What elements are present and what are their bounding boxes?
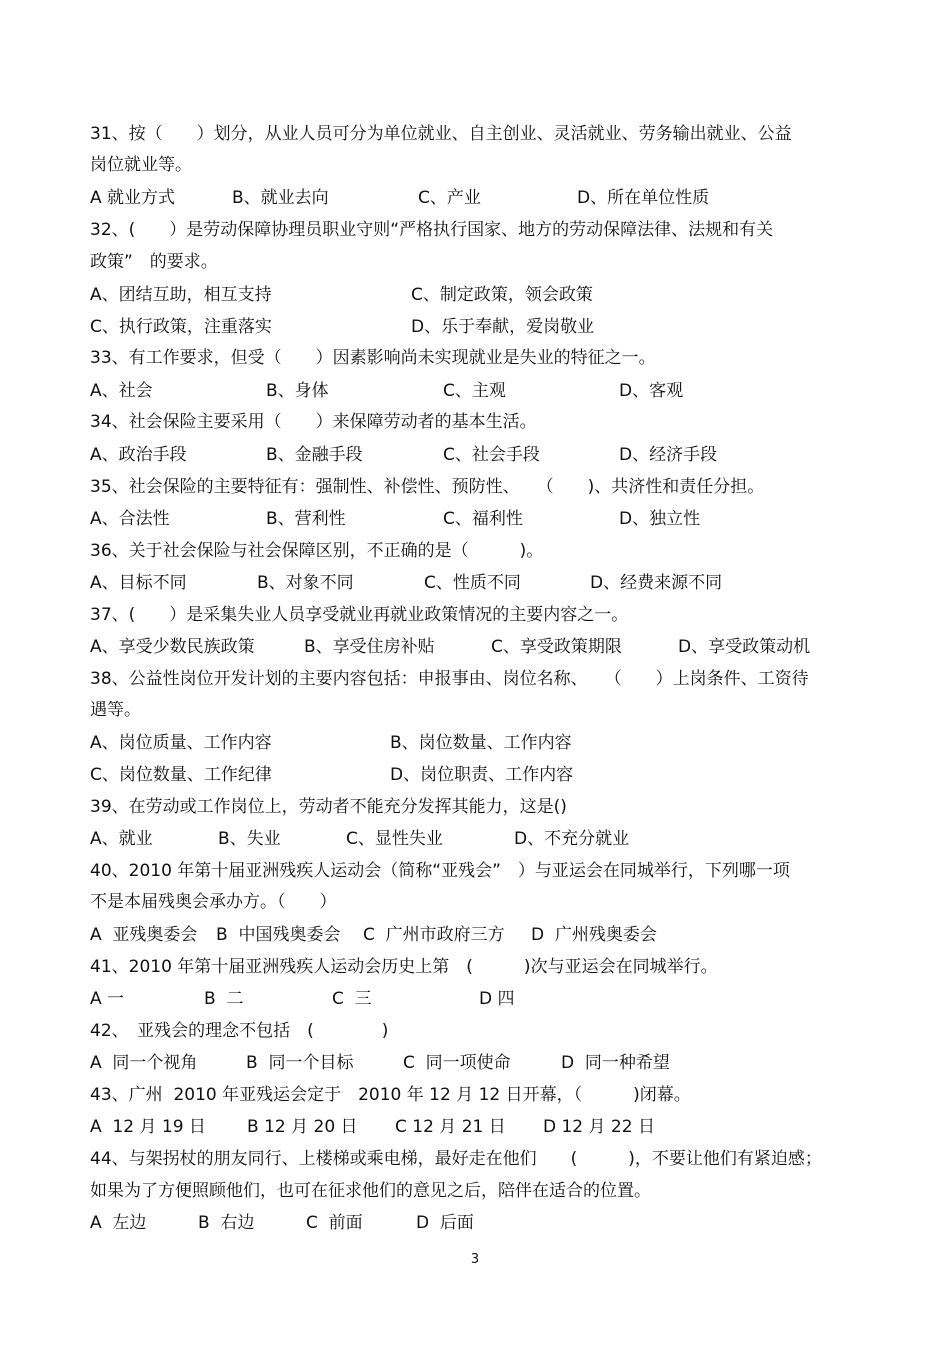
question-34-option-c: C、社会手段 [443, 445, 540, 465]
question-44-option-b: B 右边 [198, 1213, 255, 1233]
question-43-option-d: D 12 月 22 日 [543, 1117, 655, 1137]
question-36-option-d: D、经费来源不同 [590, 573, 723, 593]
question-31-option-b: B、就业去向 [232, 188, 329, 208]
question-35-option-b: B、营利性 [266, 509, 346, 529]
question-34-option-b: B、金融手段 [266, 445, 363, 465]
question-44-line-1: 44、与架拐杖的朋友同行、上楼梯或乘电梯，最好走在他们 ( )，不要让他们有紧迫感； [90, 1149, 822, 1169]
question-42-option-b: B 同一个目标 [246, 1053, 354, 1073]
question-38-line-2: 遇等。 [90, 700, 141, 720]
question-39-line-1: 39、在劳动或工作岗位上，劳动者不能充分发挥其能力，这是() [90, 797, 567, 817]
question-44-line-2: 如果为了方便照顾他们，也可在征求他们的意见之后，陪伴在适合的位置。 [90, 1181, 651, 1201]
question-32-option-c: C、执行政策，注重落实 [90, 317, 272, 337]
question-32-option-d: D、乐于奉献，爱岗敬业 [411, 317, 595, 337]
question-39-option-d: D、不充分就业 [514, 829, 630, 849]
question-40-option-a: A 亚残奥委会 [90, 925, 198, 945]
question-31-option-c: C、产业 [418, 188, 481, 208]
question-43-option-b: B 12 月 20 日 [247, 1117, 358, 1137]
question-37-option-d: D、享受政策动机 [678, 637, 811, 657]
question-32-line-2: 政策” 的要求。 [90, 252, 218, 272]
question-39-option-b: B、失业 [218, 829, 281, 849]
question-43-line-1: 43、广州 2010 年亚残运会定于 2010 年 12 月 12 日开幕，（ )闭幕。 [90, 1085, 691, 1105]
question-35-option-a: A、合法性 [90, 509, 170, 529]
question-41-option-c: C 三 [332, 989, 372, 1009]
question-33-option-c: C、主观 [443, 381, 506, 401]
question-32-option-b: C、制定政策，领会政策 [411, 285, 593, 305]
question-38-option-d: D、岗位职责、工作内容 [390, 765, 574, 785]
question-44-option-c: C 前面 [306, 1213, 363, 1233]
question-37-line-1: 37、( ）是采集失业人员享受就业再就业政策情况的主要内容之一。 [90, 605, 629, 625]
question-41-option-a: A 一 [90, 989, 125, 1009]
question-40-option-d: D 广州残奥委会 [531, 925, 657, 945]
question-36-line-1: 36、关于社会保险与社会保障区别，不正确的是（ )。 [90, 541, 544, 561]
question-41-option-b: B 二 [204, 989, 244, 1009]
question-41-line-1: 41、2010 年第十届亚洲残疾人运动会历史上第 ( )次与亚运会在同城举行。 [90, 957, 718, 977]
question-34-option-d: D、经济手段 [619, 445, 718, 465]
question-37-option-b: B、享受住房补贴 [304, 637, 435, 657]
question-38-line-1: 38、公益性岗位开发计划的主要内容包括：申报事由、岗位名称、 （ ）上岗条件、工资待 [90, 669, 809, 689]
question-40-option-c: C 广州市政府三方 [363, 925, 505, 945]
question-31-option-a: A 就业方式 [90, 188, 176, 208]
question-38-option-b: B、岗位数量、工作内容 [390, 733, 572, 753]
question-38-option-c: C、岗位数量、工作纪律 [90, 765, 272, 785]
question-32-line-1: 32、( ）是劳动保障协理员职业守则“严格执行国家、地方的劳动保障法律、法规和有关 [90, 220, 774, 240]
question-33-option-d: D、客观 [619, 381, 684, 401]
question-41-option-d: D 四 [479, 989, 515, 1009]
question-35-option-c: C、福利性 [443, 509, 523, 529]
question-34-option-a: A、政治手段 [90, 445, 187, 465]
question-39-option-a: A、就业 [90, 829, 153, 849]
question-36-option-c: C、性质不同 [424, 573, 521, 593]
question-31-option-d: D、所在单位性质 [577, 188, 710, 208]
question-38-option-a: A、岗位质量、工作内容 [90, 733, 272, 753]
page-number: 3 [470, 1252, 480, 1267]
question-42-option-a: A 同一个视角 [90, 1053, 198, 1073]
question-31-line-2: 岗位就业等。 [90, 155, 192, 175]
question-33-option-b: B、身体 [266, 381, 329, 401]
question-37-option-a: A、享受少数民族政策 [90, 637, 255, 657]
question-37-option-c: C、享受政策期限 [491, 637, 622, 657]
question-36-option-b: B、对象不同 [257, 573, 354, 593]
question-34-line-1: 34、社会保险主要采用（ ）来保障劳动者的基本生活。 [90, 412, 537, 432]
question-31-line-1: 31、按（ ）划分，从业人员可分为单位就业、自主创业、灵活就业、劳务输出就业、公益 [90, 124, 792, 144]
question-42-option-c: C 同一项使命 [403, 1053, 511, 1073]
question-40-line-1: 40、2010 年第十届亚洲残疾人运动会（简称“亚残会” ）与亚运会在同城举行，下列哪一项 [90, 861, 790, 881]
question-32-option-a: A、团结互助，相互支持 [90, 285, 272, 305]
question-42-line-1: 42、 亚残会的理念不包括 ( ) [90, 1021, 389, 1041]
question-39-option-c: C、显性失业 [346, 829, 443, 849]
question-43-option-a: A 12 月 19 日 [90, 1117, 206, 1137]
question-43-option-c: C 12 月 21 日 [395, 1117, 506, 1137]
question-35-line-1: 35、社会保险的主要特征有：强制性、补偿性、预防性、 （ )、共济性和责任分担。 [90, 477, 765, 497]
question-36-option-a: A、目标不同 [90, 573, 187, 593]
question-35-option-d: D、独立性 [619, 509, 701, 529]
question-42-option-d: D 同一种希望 [561, 1053, 670, 1073]
question-40-line-2: 不是本届残奥会承办方。（ ） [90, 892, 337, 912]
question-33-option-a: A、社会 [90, 381, 153, 401]
question-44-option-a: A 左边 [90, 1213, 147, 1233]
question-44-option-d: D 后面 [416, 1213, 474, 1233]
question-33-line-1: 33、有工作要求，但受（ ）因素影响尚未实现就业是失业的特征之一。 [90, 348, 656, 368]
question-40-option-b: B 中国残奥委会 [216, 925, 341, 945]
